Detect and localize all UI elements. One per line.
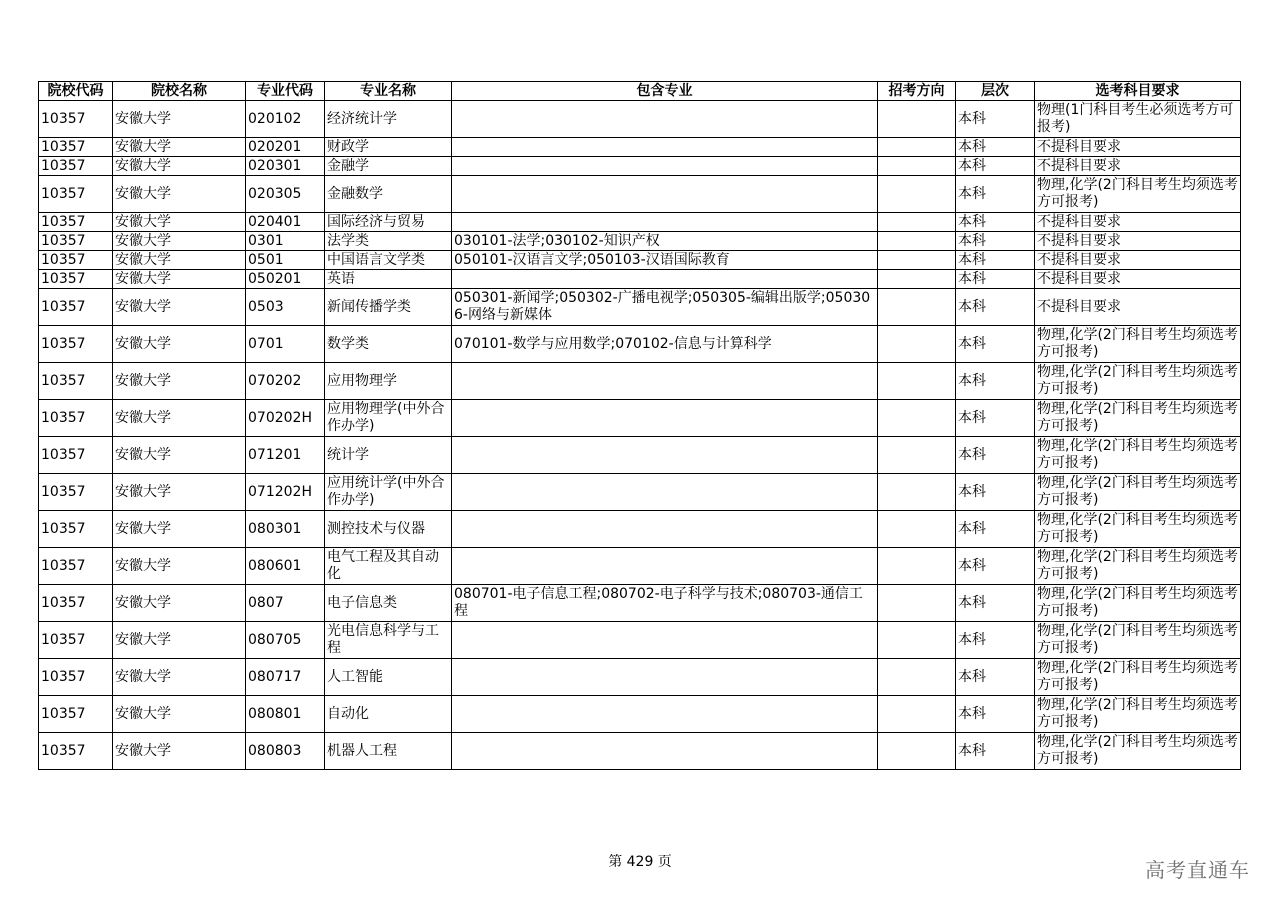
cell-included-majors: [452, 659, 878, 696]
cell-school-name: 安徽大学: [113, 157, 246, 176]
cell-direction: [878, 289, 956, 326]
cell-direction: [878, 363, 956, 400]
cell-school-name: 安徽大学: [113, 101, 246, 138]
header-subject-requirement: 选考科目要求: [1035, 82, 1241, 101]
cell-subject-requirement: 物理,化学(2门科目考生均须选考方可报考): [1035, 733, 1241, 770]
cell-included-majors: [452, 176, 878, 213]
table-row: [39, 289, 1241, 326]
cell-level: 本科: [956, 622, 1035, 659]
cell-school-name: 安徽大学: [113, 474, 246, 511]
cell-major-code: 070202H: [246, 400, 325, 437]
cell-direction: [878, 101, 956, 138]
cell-school-name: 安徽大学: [113, 400, 246, 437]
table-row: [39, 511, 1241, 548]
cell-school-code: 10357: [39, 511, 113, 548]
cell-included-majors: [452, 138, 878, 157]
cell-direction: [878, 138, 956, 157]
cell-school-code: 10357: [39, 213, 113, 232]
cell-school-code: 10357: [39, 326, 113, 363]
cell-level: 本科: [956, 138, 1035, 157]
header-direction: 招考方向: [878, 82, 956, 101]
table-row: [39, 696, 1241, 733]
cell-major-name: 法学类: [325, 232, 452, 251]
cell-school-code: 10357: [39, 157, 113, 176]
cell-level: 本科: [956, 176, 1035, 213]
cell-direction: [878, 157, 956, 176]
cell-school-name: 安徽大学: [113, 585, 246, 622]
cell-school-code: 10357: [39, 733, 113, 770]
cell-major-name: 自动化: [325, 696, 452, 733]
cell-level: 本科: [956, 585, 1035, 622]
table-row: [39, 437, 1241, 474]
cell-direction: [878, 659, 956, 696]
cell-level: 本科: [956, 474, 1035, 511]
cell-school-code: 10357: [39, 101, 113, 138]
cell-major-code: 080803: [246, 733, 325, 770]
cell-level: 本科: [956, 400, 1035, 437]
cell-subject-requirement: 物理,化学(2门科目考生均须选考方可报考): [1035, 696, 1241, 733]
cell-direction: [878, 733, 956, 770]
cell-level: 本科: [956, 101, 1035, 138]
cell-major-code: 0301: [246, 232, 325, 251]
cell-included-majors: 030101-法学;030102-知识产权: [452, 232, 878, 251]
cell-school-name: 安徽大学: [113, 622, 246, 659]
cell-direction: [878, 270, 956, 289]
cell-major-name: 英语: [325, 270, 452, 289]
cell-included-majors: [452, 474, 878, 511]
cell-level: 本科: [956, 733, 1035, 770]
table-row: [39, 138, 1241, 157]
cell-included-majors: [452, 622, 878, 659]
header-school-code: 院校代码: [39, 82, 113, 101]
cell-included-majors: 050301-新闻学;050302-广播电视学;050305-编辑出版学;050306-网络与新媒体: [452, 289, 878, 326]
cell-school-name: 安徽大学: [113, 326, 246, 363]
cell-school-name: 安徽大学: [113, 289, 246, 326]
page-number: 第 429 页: [608, 854, 672, 870]
cell-subject-requirement: 物理,化学(2门科目考生均须选考方可报考): [1035, 176, 1241, 213]
cell-level: 本科: [956, 232, 1035, 251]
header-row: [39, 82, 1241, 101]
cell-level: 本科: [956, 696, 1035, 733]
cell-level: 本科: [956, 270, 1035, 289]
cell-included-majors: [452, 548, 878, 585]
cell-direction: [878, 232, 956, 251]
header-major-name: 专业名称: [325, 82, 452, 101]
cell-major-code: 0501: [246, 251, 325, 270]
header-school-name: 院校名称: [113, 82, 246, 101]
cell-included-majors: [452, 437, 878, 474]
cell-included-majors: [452, 400, 878, 437]
cell-direction: [878, 400, 956, 437]
header-major-code: 专业代码: [246, 82, 325, 101]
cell-major-code: 080801: [246, 696, 325, 733]
cell-major-name: 人工智能: [325, 659, 452, 696]
cell-major-code: 020102: [246, 101, 325, 138]
cell-direction: [878, 511, 956, 548]
cell-major-code: 071202H: [246, 474, 325, 511]
table-row: [39, 157, 1241, 176]
cell-school-code: 10357: [39, 289, 113, 326]
cell-level: 本科: [956, 659, 1035, 696]
cell-subject-requirement: 物理,化学(2门科目考生均须选考方可报考): [1035, 585, 1241, 622]
cell-school-name: 安徽大学: [113, 548, 246, 585]
table-row: [39, 622, 1241, 659]
cell-subject-requirement: 不提科目要求: [1035, 157, 1241, 176]
cell-level: 本科: [956, 363, 1035, 400]
cell-direction: [878, 213, 956, 232]
cell-direction: [878, 585, 956, 622]
cell-subject-requirement: 不提科目要求: [1035, 270, 1241, 289]
cell-level: 本科: [956, 213, 1035, 232]
cell-school-code: 10357: [39, 696, 113, 733]
cell-major-name: 经济统计学: [325, 101, 452, 138]
cell-major-name: 机器人工程: [325, 733, 452, 770]
cell-subject-requirement: 不提科目要求: [1035, 138, 1241, 157]
cell-major-name: 测控技术与仪器: [325, 511, 452, 548]
cell-school-code: 10357: [39, 176, 113, 213]
cell-subject-requirement: 物理,化学(2门科目考生均须选考方可报考): [1035, 659, 1241, 696]
cell-subject-requirement: 物理,化学(2门科目考生均须选考方可报考): [1035, 400, 1241, 437]
cell-subject-requirement: 物理,化学(2门科目考生均须选考方可报考): [1035, 511, 1241, 548]
cell-major-name: 金融数学: [325, 176, 452, 213]
cell-school-name: 安徽大学: [113, 696, 246, 733]
cell-school-code: 10357: [39, 363, 113, 400]
cell-school-name: 安徽大学: [113, 437, 246, 474]
cell-subject-requirement: 物理(1门科目考生必须选考方可报考): [1035, 101, 1241, 138]
cell-included-majors: [452, 270, 878, 289]
table-row: [39, 363, 1241, 400]
cell-direction: [878, 622, 956, 659]
cell-included-majors: 070101-数学与应用数学;070102-信息与计算科学: [452, 326, 878, 363]
cell-major-code: 0503: [246, 289, 325, 326]
table-row: [39, 474, 1241, 511]
cell-school-code: 10357: [39, 138, 113, 157]
table-row: [39, 548, 1241, 585]
cell-major-name: 应用物理学: [325, 363, 452, 400]
cell-subject-requirement: 不提科目要求: [1035, 289, 1241, 326]
cell-school-code: 10357: [39, 548, 113, 585]
cell-school-name: 安徽大学: [113, 363, 246, 400]
cell-major-name: 国际经济与贸易: [325, 213, 452, 232]
cell-school-name: 安徽大学: [113, 138, 246, 157]
cell-subject-requirement: 物理,化学(2门科目考生均须选考方可报考): [1035, 326, 1241, 363]
cell-included-majors: [452, 157, 878, 176]
cell-level: 本科: [956, 326, 1035, 363]
table-body: [39, 101, 1241, 770]
cell-direction: [878, 696, 956, 733]
cell-school-code: 10357: [39, 251, 113, 270]
cell-included-majors: 080701-电子信息工程;080702-电子科学与技术;080703-通信工程: [452, 585, 878, 622]
cell-major-name: 中国语言文学类: [325, 251, 452, 270]
cell-major-code: 0807: [246, 585, 325, 622]
cell-subject-requirement: 不提科目要求: [1035, 213, 1241, 232]
table-row: [39, 400, 1241, 437]
cell-major-name: 统计学: [325, 437, 452, 474]
cell-major-code: 080717: [246, 659, 325, 696]
cell-school-code: 10357: [39, 585, 113, 622]
cell-major-code: 020201: [246, 138, 325, 157]
cell-level: 本科: [956, 251, 1035, 270]
cell-major-name: 应用统计学(中外合作办学): [325, 474, 452, 511]
header-level: 层次: [956, 82, 1035, 101]
cell-major-name: 光电信息科学与工程: [325, 622, 452, 659]
cell-school-name: 安徽大学: [113, 251, 246, 270]
cell-major-name: 金融学: [325, 157, 452, 176]
table-row: [39, 270, 1241, 289]
cell-level: 本科: [956, 157, 1035, 176]
cell-major-code: 071201: [246, 437, 325, 474]
cell-included-majors: [452, 363, 878, 400]
cell-school-code: 10357: [39, 400, 113, 437]
cell-subject-requirement: 物理,化学(2门科目考生均须选考方可报考): [1035, 363, 1241, 400]
table-row: [39, 176, 1241, 213]
watermark: 高考直通车: [1145, 858, 1250, 882]
cell-included-majors: [452, 213, 878, 232]
cell-included-majors: [452, 101, 878, 138]
cell-level: 本科: [956, 437, 1035, 474]
cell-included-majors: [452, 733, 878, 770]
cell-major-code: 080705: [246, 622, 325, 659]
cell-school-code: 10357: [39, 659, 113, 696]
cell-school-name: 安徽大学: [113, 270, 246, 289]
cell-direction: [878, 176, 956, 213]
cell-major-name: 财政学: [325, 138, 452, 157]
cell-major-code: 020301: [246, 157, 325, 176]
table-row: [39, 232, 1241, 251]
cell-school-name: 安徽大学: [113, 659, 246, 696]
cell-included-majors: [452, 696, 878, 733]
cell-subject-requirement: 不提科目要求: [1035, 232, 1241, 251]
cell-school-name: 安徽大学: [113, 213, 246, 232]
cell-direction: [878, 437, 956, 474]
cell-major-code: 020401: [246, 213, 325, 232]
cell-major-code: 050201: [246, 270, 325, 289]
admission-table: [38, 81, 1241, 770]
cell-included-majors: [452, 511, 878, 548]
cell-level: 本科: [956, 511, 1035, 548]
cell-major-name: 新闻传播学类: [325, 289, 452, 326]
cell-subject-requirement: 物理,化学(2门科目考生均须选考方可报考): [1035, 474, 1241, 511]
cell-major-name: 电气工程及其自动化: [325, 548, 452, 585]
cell-level: 本科: [956, 548, 1035, 585]
cell-major-code: 080301: [246, 511, 325, 548]
cell-major-code: 020305: [246, 176, 325, 213]
table-row: [39, 213, 1241, 232]
cell-level: 本科: [956, 289, 1035, 326]
table-row: [39, 659, 1241, 696]
table-row: [39, 733, 1241, 770]
cell-direction: [878, 326, 956, 363]
cell-major-name: 数学类: [325, 326, 452, 363]
table-header: [39, 82, 1241, 101]
cell-school-code: 10357: [39, 232, 113, 251]
table-row: [39, 101, 1241, 138]
table-row: [39, 251, 1241, 270]
cell-school-name: 安徽大学: [113, 232, 246, 251]
cell-school-code: 10357: [39, 437, 113, 474]
cell-major-code: 080601: [246, 548, 325, 585]
cell-major-name: 电子信息类: [325, 585, 452, 622]
cell-direction: [878, 251, 956, 270]
table-row: [39, 585, 1241, 622]
cell-school-name: 安徽大学: [113, 511, 246, 548]
cell-school-name: 安徽大学: [113, 733, 246, 770]
cell-school-code: 10357: [39, 270, 113, 289]
cell-direction: [878, 474, 956, 511]
cell-major-name: 应用物理学(中外合作办学): [325, 400, 452, 437]
cell-included-majors: 050101-汉语言文学;050103-汉语国际教育: [452, 251, 878, 270]
cell-subject-requirement: 物理,化学(2门科目考生均须选考方可报考): [1035, 622, 1241, 659]
cell-school-name: 安徽大学: [113, 176, 246, 213]
header-included-majors: 包含专业: [452, 82, 878, 101]
cell-major-code: 070202: [246, 363, 325, 400]
table-row: [39, 326, 1241, 363]
cell-school-code: 10357: [39, 474, 113, 511]
cell-subject-requirement: 不提科目要求: [1035, 251, 1241, 270]
cell-subject-requirement: 物理,化学(2门科目考生均须选考方可报考): [1035, 548, 1241, 585]
cell-subject-requirement: 物理,化学(2门科目考生均须选考方可报考): [1035, 437, 1241, 474]
cell-direction: [878, 548, 956, 585]
cell-major-code: 0701: [246, 326, 325, 363]
cell-school-code: 10357: [39, 622, 113, 659]
